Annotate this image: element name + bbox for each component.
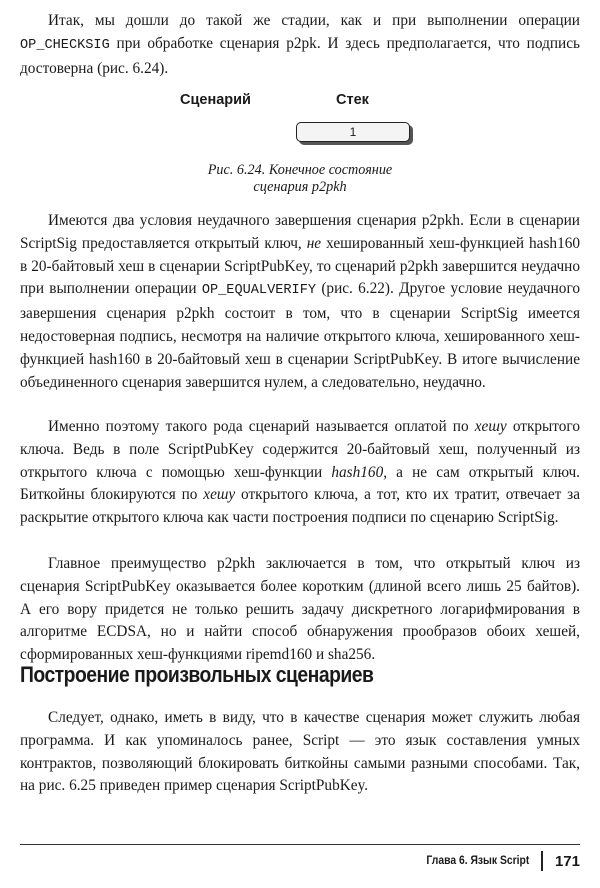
intro-paragraph: [20, 10, 580, 80]
para2-text-3: , а не сам открытый ключ. Биткойны блокируются по: [20, 463, 580, 504]
figure-headers: [0, 92, 600, 116]
page-number: 171: [554, 852, 580, 870]
para1-text-2: хешированный хеш-функцией hash160 в 20-байтовый хеш в сценарии ScriptPubKey, то сценарий p2pkh завершится неудачно при выполнении операции: [20, 234, 581, 298]
para2-emphasis-hash-2: хешу: [203, 486, 236, 504]
paragraph-hash-explanation: [20, 416, 580, 530]
figure-caption-line-1: Рис. 6.24. Конечное состояние: [207, 162, 393, 178]
para1-emphasis-ne: не: [306, 234, 322, 252]
paragraph-arbitrary-scripts: Следует, однако, иметь в виду, что в качестве сценария может служить любая программа. И как упоминалось ранее, Script — это язык составления умных контрактов, позволяющий блокировать биткойны самыми разными способами. Так, на рис. 6.25 приведен пример сценария ScriptPubKey.: [20, 709, 580, 795]
figure-column-stack: Стек: [336, 92, 369, 108]
section-heading: Построение произвольных сценариев: [20, 662, 374, 687]
para1-code-op-equalverify: OP_EQUALVERIFY: [201, 283, 317, 299]
para2-text-2: открытого ключа. Ведь в поле ScriptPubKey содержится 20-байтовый хеш, полученный из открытого ключа с помощью хеш-функции: [20, 418, 580, 481]
figure-caption-line-2: сценария p2pkh: [253, 179, 347, 195]
intro-code-op-checksig: OP_CHECKSIG: [20, 37, 110, 53]
intro-text-2: при обработке сценария p2pk. И здесь предполагается, что подпись достоверна (рис. 6.24).: [20, 34, 580, 77]
paragraph-p2pkh-advantage: Главное преимущество p2pkh заключается в том, что открытый ключ из сценария ScriptPubKey оказывается более коротким (длиной всего лишь 25 байтов). А его вору придется не только решить задачу дискретного логарифмирования в алгоритме ECDSA, но и найти способ обнаружения прообразов обоих хешей, сформированных хеш-функциями ripemd160 и sha256.: [20, 555, 580, 664]
stack-element: 1: [296, 122, 410, 142]
page-footer: [415, 850, 580, 872]
para1-text-3: (рис. 6.22). Другое условие неудачного завершения сценария p2pkh состоит в том, что в сценарии ScriptSig имеется недостоверная подпись, несмотря на наличие открытого ключа, хешированного хеш-функцией hash160 в 20-байтовый хеш в сценарии ScriptPubKey. В итоге вычисление объединенного сценария завершится нулем, а следовательно, неудачно.: [20, 280, 580, 391]
figure-column-script: Сценарий: [180, 92, 251, 108]
footer-divider: [20, 844, 580, 845]
footer-chapter-title: Глава 6. Язык Script: [426, 855, 530, 867]
para2-text-1: Именно поэтому такого рода сценарий называется оплатой по: [48, 418, 475, 435]
footer-separator: [541, 851, 543, 871]
para2-text-4: открытого ключа, а тот, кто их тратит, отвечает за раскрытие открытого ключа как части построения подписи по сценарию ScriptSig.: [20, 486, 580, 527]
figure-caption: [0, 162, 600, 196]
paragraph-failure-conditions: [20, 210, 580, 394]
para2-emphasis-hash-1: хешу: [474, 418, 507, 435]
intro-text-1: Итак, мы дошли до такой же стадии, как и при выполнении операции: [48, 12, 580, 29]
para1-text-1: Имеются два условия неудачного завершения сценария p2pkh. Если в сценарии ScriptSig предоставляется открытый ключ,: [20, 212, 580, 252]
para2-emphasis-hash160: hash160: [331, 463, 384, 481]
